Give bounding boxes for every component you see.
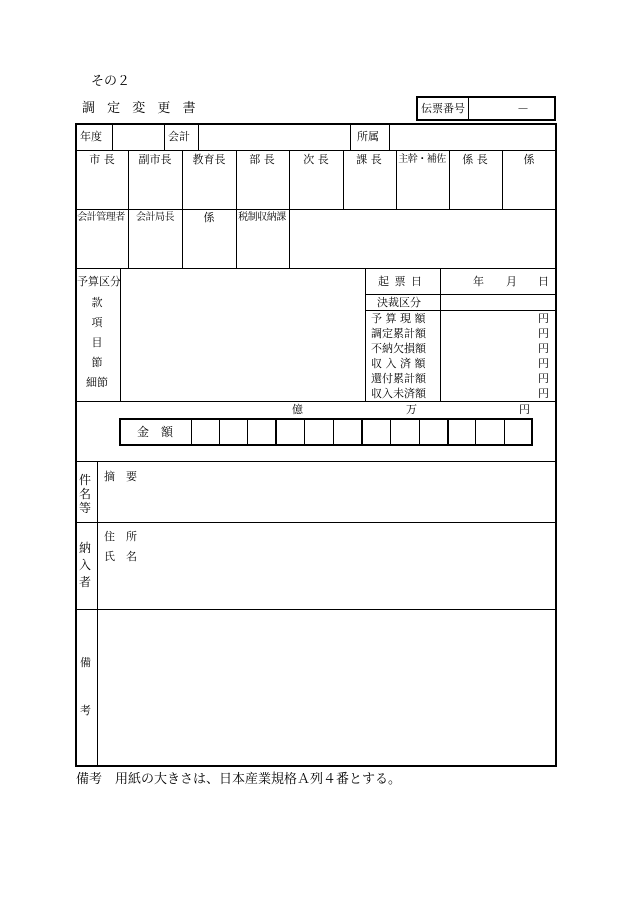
approver-section-chief: 課 長	[356, 153, 382, 166]
amount-unit-5: 円	[538, 387, 549, 400]
budget-saisetsu: 細節	[86, 376, 108, 389]
department-label: 所属	[357, 130, 379, 143]
amount-refund-label: 還付累計額	[371, 372, 426, 385]
approver-assistant: 主幹・補佐	[398, 154, 446, 165]
amount-unit-1: 円	[538, 327, 549, 340]
payer-label: 納 入 者	[79, 541, 92, 589]
issue-date-field[interactable]	[441, 269, 556, 293]
name-field[interactable]	[150, 546, 555, 564]
decision-category-label: 決裁区分	[377, 296, 421, 309]
approver-accounting-head: 会計局長	[136, 212, 174, 223]
fiscal-year-label: 年度	[80, 130, 102, 143]
address-field[interactable]	[150, 526, 555, 544]
fiscal-year-field[interactable]	[113, 124, 163, 149]
remarks-field[interactable]	[99, 611, 555, 765]
date-day-unit: 日	[538, 275, 549, 288]
approver-tax-division: 税制収納課	[238, 212, 286, 223]
approver-deputy-mayor: 副市長	[138, 153, 172, 166]
amount-received-label: 収 入 済 額	[371, 357, 426, 370]
scale-man: 万	[406, 403, 417, 416]
account-label: 会計	[168, 130, 190, 143]
remarks-label-2: 考	[80, 704, 91, 717]
amount-unit-4: 円	[538, 372, 549, 385]
decision-category-field[interactable]	[441, 295, 556, 309]
page-title: 調 定 変 更 書	[82, 101, 200, 116]
slip-number-label: 伝票番号	[421, 102, 465, 115]
remarks-label-1: 備	[80, 656, 91, 669]
issue-date-label: 起 票 日	[378, 275, 423, 288]
footnote: 備考 用紙の大きさは、日本産業規格Ａ列４番とする。	[76, 772, 402, 787]
budget-detail-field[interactable]	[121, 269, 364, 400]
date-month-unit: 月	[506, 275, 517, 288]
department-field[interactable]	[390, 124, 555, 149]
amount-unit-2: 円	[538, 342, 549, 355]
budget-category-label: 予算区分	[77, 275, 121, 288]
slip-number-value[interactable]: －	[517, 102, 530, 116]
date-year-unit: 年	[473, 275, 484, 288]
amount-digits-field[interactable]	[192, 420, 531, 444]
budget-kou: 項	[91, 316, 103, 329]
amount-unit-0: 円	[538, 312, 549, 325]
approver-staff-2: 係	[203, 211, 215, 224]
amount-loss-label: 不納欠損額	[371, 342, 426, 355]
summary-field[interactable]	[150, 463, 555, 521]
approver-director: 部 長	[249, 153, 275, 166]
amount-cumulative-label: 調定累計額	[371, 327, 426, 340]
budget-kan: 款	[91, 296, 103, 309]
approver-deputy-director: 次 長	[303, 153, 329, 166]
scale-yen: 円	[519, 403, 530, 416]
scale-oku: 億	[292, 403, 303, 416]
approver-staff: 係	[523, 153, 535, 166]
budget-moku: 目	[91, 336, 103, 349]
amount-unpaid-label: 収入未済額	[371, 387, 426, 400]
form-number: その２	[91, 74, 131, 89]
approver-mayor: 市 長	[89, 153, 115, 166]
address-label: 住 所	[104, 530, 137, 543]
amount-label: 金 額	[137, 425, 174, 439]
approver-superintendent: 教育長	[192, 153, 226, 166]
amount-unit-3: 円	[538, 357, 549, 370]
name-label: 氏 名	[104, 550, 137, 563]
amount-budget-label: 予 算 現 額	[371, 312, 426, 325]
budget-setsu: 節	[91, 356, 103, 369]
approver-unit-chief: 係 長	[462, 153, 488, 166]
subject-label: 件 名 等	[79, 473, 92, 515]
approver-accounting-manager: 会計管理者	[77, 212, 125, 223]
account-field[interactable]	[199, 124, 349, 149]
summary-label: 摘 要	[104, 470, 137, 483]
